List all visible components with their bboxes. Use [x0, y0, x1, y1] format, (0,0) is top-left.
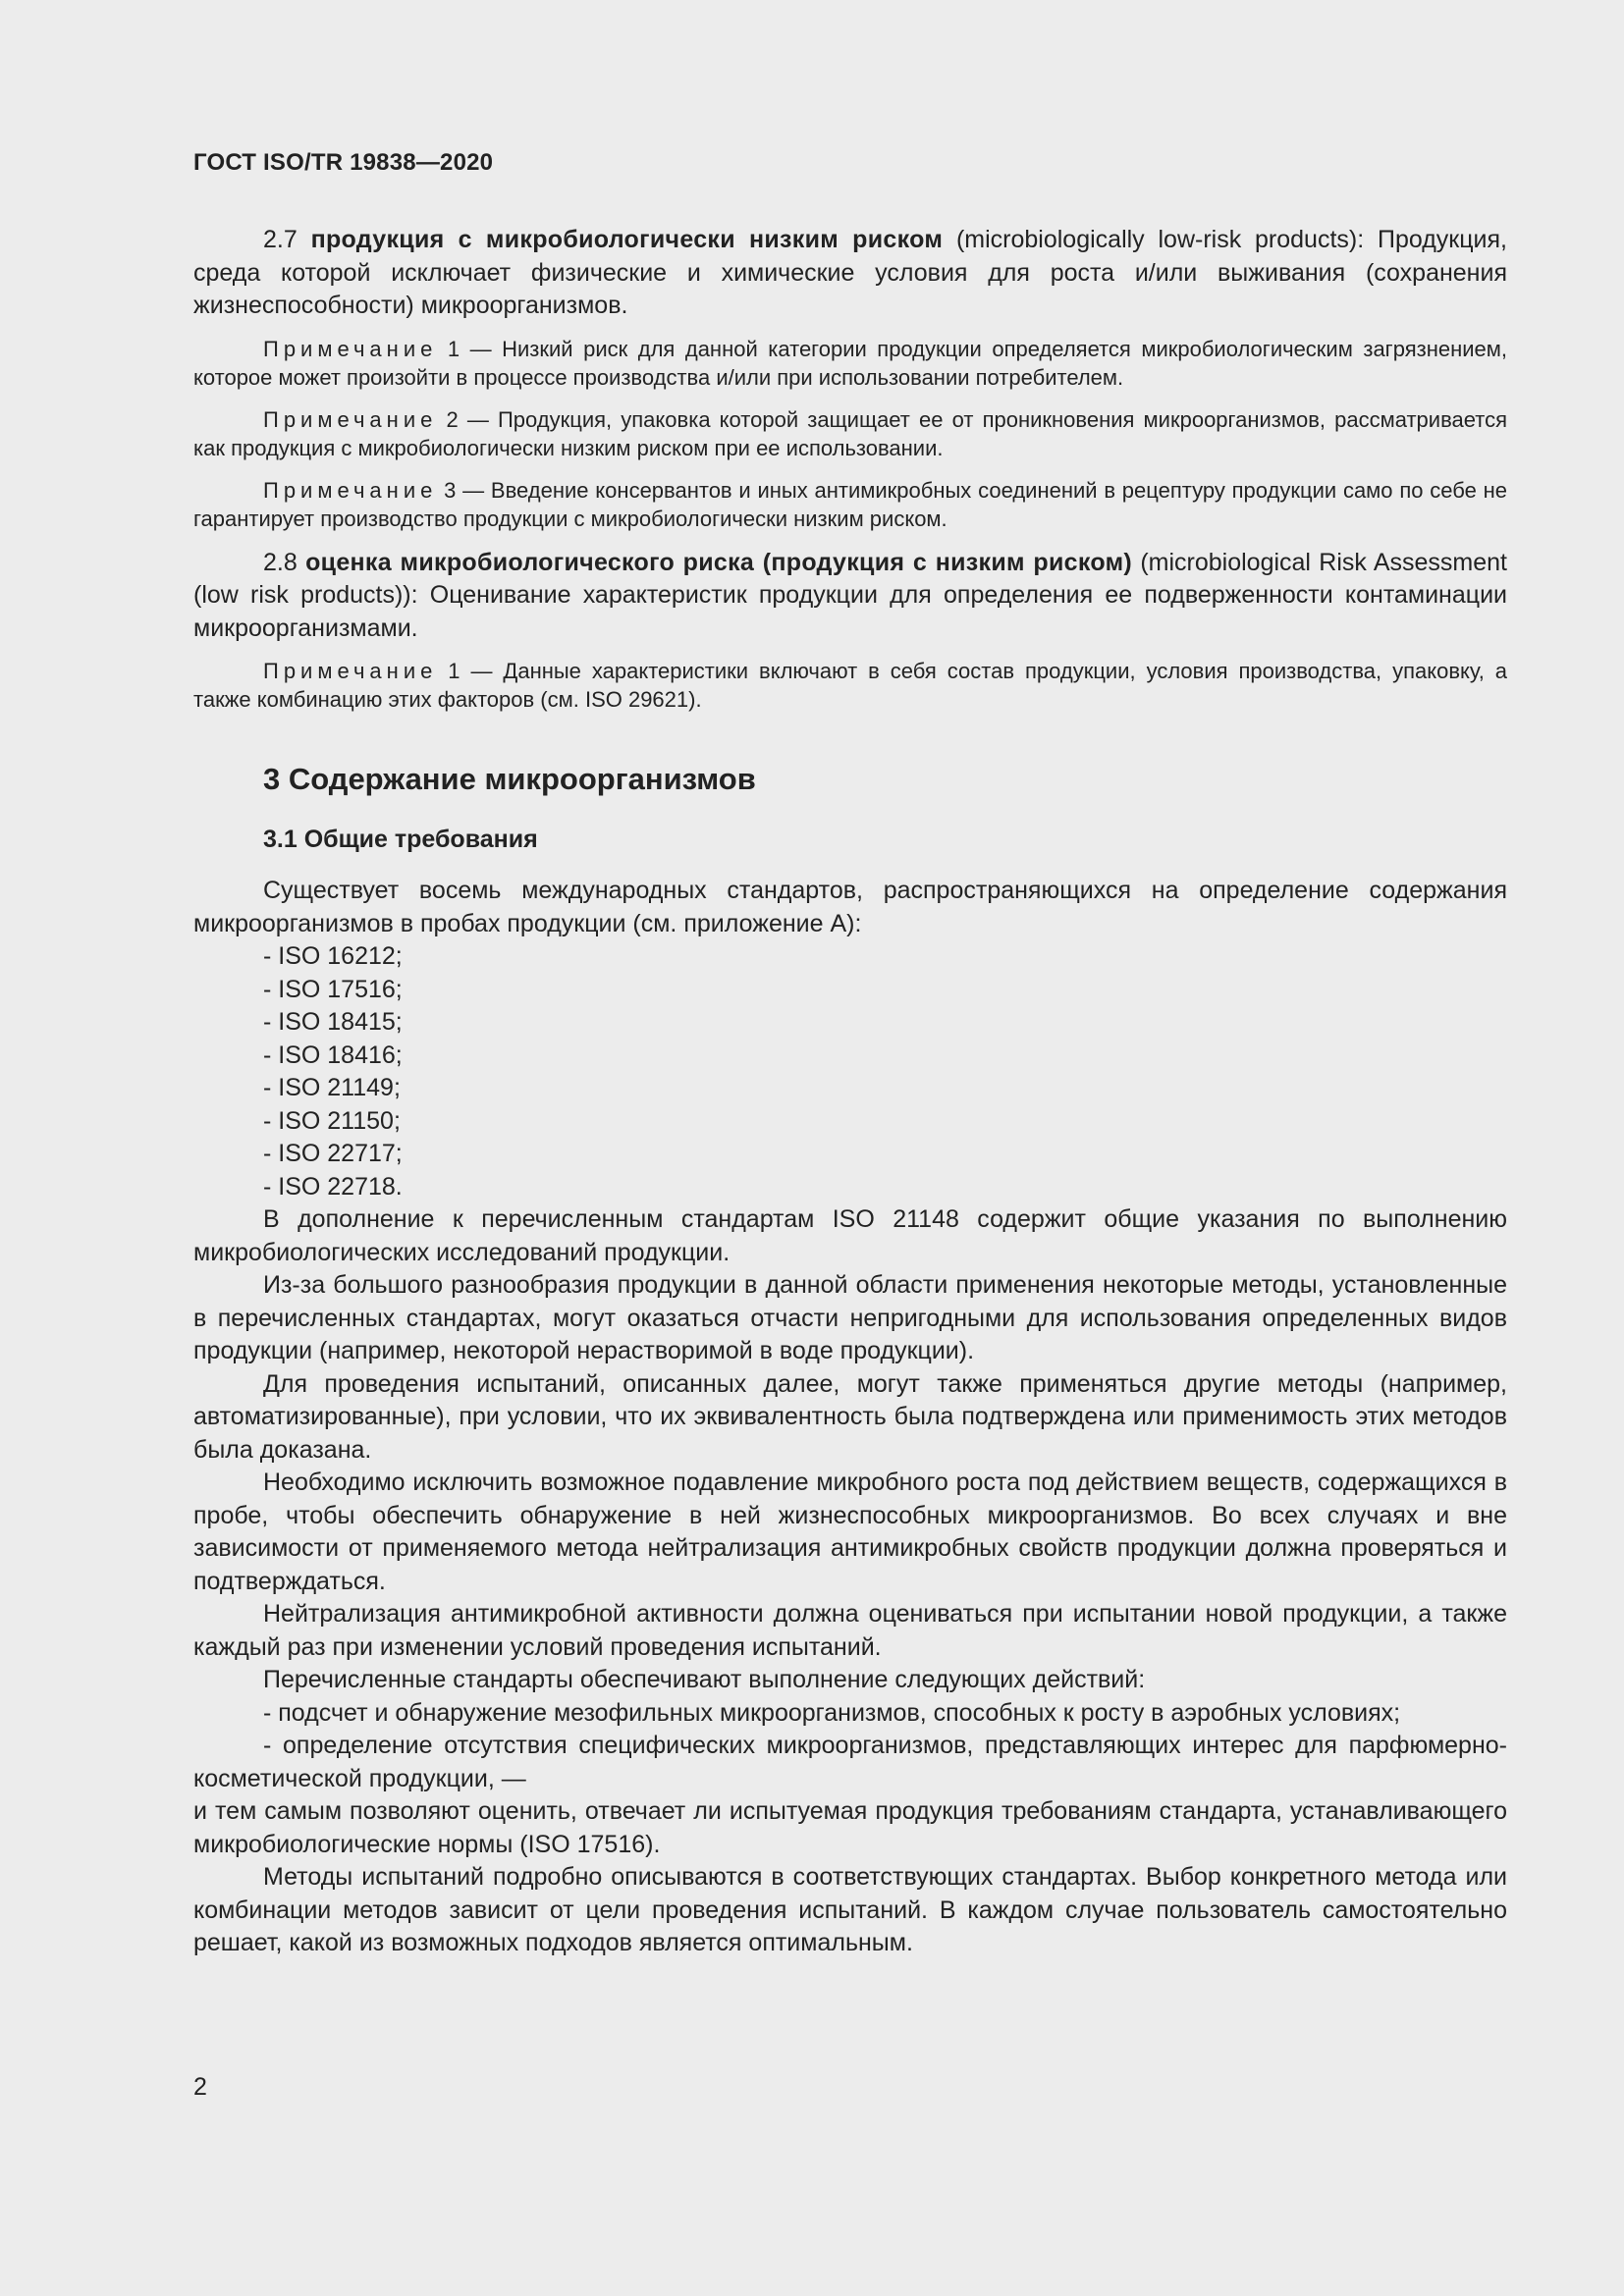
page-number: 2 [193, 2073, 207, 2101]
list-item: - ISO 18415; [263, 1008, 403, 1036]
clause-2-8-number: 2.8 [263, 548, 306, 576]
list-item: - ISO 17516; [263, 975, 403, 1003]
list-item: - ISO 21149; [263, 1074, 401, 1101]
note-label: Примечание [263, 406, 438, 432]
list-item: - ISO 22718. [263, 1172, 403, 1201]
action-item: - подсчет и обнаружение мезофильных микроорганизмов, способных к росту в аэробных условиях; [263, 1698, 1401, 1727]
note-label: Примечание [263, 336, 438, 361]
clause-2-8-definition: (microbiological Risk Assessment (low risk products)): Оценивание характеристик продукции для определения ее подверженности контаминации микроорганизмами. [193, 548, 1508, 642]
list-item: - ISO 16212; [263, 942, 403, 970]
list-item: - ISO 21150; [263, 1106, 401, 1135]
paragraph: Необходимо исключить возможное подавление микробного роста под действием веществ, содержащихся в пробе, чтобы обеспечить обнаружение в ней жизнеспособных микроорганизмов. Во всех случаях и вне зависимости от применяемого метода нейтрализация антимикробных свойств продукции должна проверяться и подтверждаться. [193, 1468, 1507, 1595]
clause-2-7-definition: (microbiologically low-risk products): Продукция, среда которой исключает физические и химические условия для роста и/или выживания (сохранения жизнеспособности) микроорганизмов. [193, 226, 1507, 319]
note-2-7-1 [193, 335, 1507, 392]
document-header: ГОСТ ISO/TR 19838—2020 [193, 149, 494, 176]
note-label: Примечание [263, 659, 438, 683]
paragraph: Для проведения испытаний, описанных далее, могут также применяться другие методы (например, автоматизированные), при условии, что их эквивалентность была подтверждена или применимость этих методов была доказана. [193, 1369, 1507, 1464]
continuation-paragraph: и тем самым позволяют оценить, отвечает ли испытуемая продукция требованиям стандарта, устанавливающего микробиологические нормы (ISO 17516). [193, 1797, 1507, 1858]
subsection-3-1-title: 3.1 Общие требования [263, 826, 538, 853]
note-text: 3 — Введение консервантов и иных антимикробных соединений в рецептуру продукции само по себе не гарантирует производство продукции с микробиологически низким риском. [193, 477, 1507, 531]
action-item: - определение отсутствия специфических микроорганизмов, представляющих интерес для парфюмерно-косметической продукции, — [193, 1732, 1507, 1792]
note-text: 1 — Низкий риск для данной категории продукции определяется микробиологическим загрязнением, которое может произойти в процессе производства и/или при использовании потребителем. [193, 336, 1507, 390]
clause-2-8 [193, 547, 1507, 646]
note-2-7-2 [193, 405, 1507, 462]
list-item: - ISO 22717; [263, 1140, 403, 1167]
paragraph: Методы испытаний подробно описываются в соответствующих стандартах. Выбор конкретного метода или комбинации методов зависит от цели проведения испытаний. В каждом случае пользователь самостоятельно решает, какой из возможных подходов является оптимальным. [193, 1863, 1507, 1956]
note-text: 2 — Продукция, упаковка которой защищает ее от проникновения микроорганизмов, рассматривается как продукция с микробиологически низким риском при ее использовании. [193, 406, 1507, 460]
standards-list [193, 940, 1507, 1203]
list-item: - ISO 18416; [263, 1041, 403, 1069]
paragraph: Из-за большого разнообразия продукции в данной области применения некоторые методы, установленные в перечисленных стандартах, могут оказаться отчасти непригодными для использования определенных видов продукции (например, некоторой нерастворимой в воде продукции). [193, 1271, 1507, 1364]
clause-2-7-number: 2.7 [263, 226, 311, 253]
clause-2-7 [193, 224, 1507, 323]
paragraph: В дополнение к перечисленным стандартам ISO 21148 содержит общие указания по выполнению микробиологических исследований продукции. [193, 1205, 1507, 1266]
note-2-8-1 [193, 657, 1507, 714]
section-3-title: 3 Содержание микроорганизмов [263, 762, 756, 796]
document-content [193, 224, 1507, 1960]
note-2-7-3 [193, 476, 1507, 533]
section-3-intro: Существует восемь международных стандартов, распространяющихся на определение содержания микроорганизмов в пробах продукции (см. приложение А): [193, 877, 1507, 937]
note-text: 1 — Данные характеристики включают в себя состав продукции, условия производства, упаковку, а также комбинацию этих факторов (см. ISO 29621). [193, 659, 1507, 712]
note-label: Примечание [263, 477, 438, 503]
clause-2-7-term: продукция с микробиологически низким риском [310, 226, 944, 253]
paragraph: Нейтрализация антимикробной активности должна оцениваться при испытании новой продукции, а также каждый раз при изменении условий проведения испытаний. [193, 1600, 1507, 1661]
clause-2-8-term: оценка микробиологического риска (продукция с низким риском) [305, 548, 1132, 576]
paragraph: Перечисленные стандарты обеспечивают выполнение следующих действий: [263, 1666, 1146, 1693]
